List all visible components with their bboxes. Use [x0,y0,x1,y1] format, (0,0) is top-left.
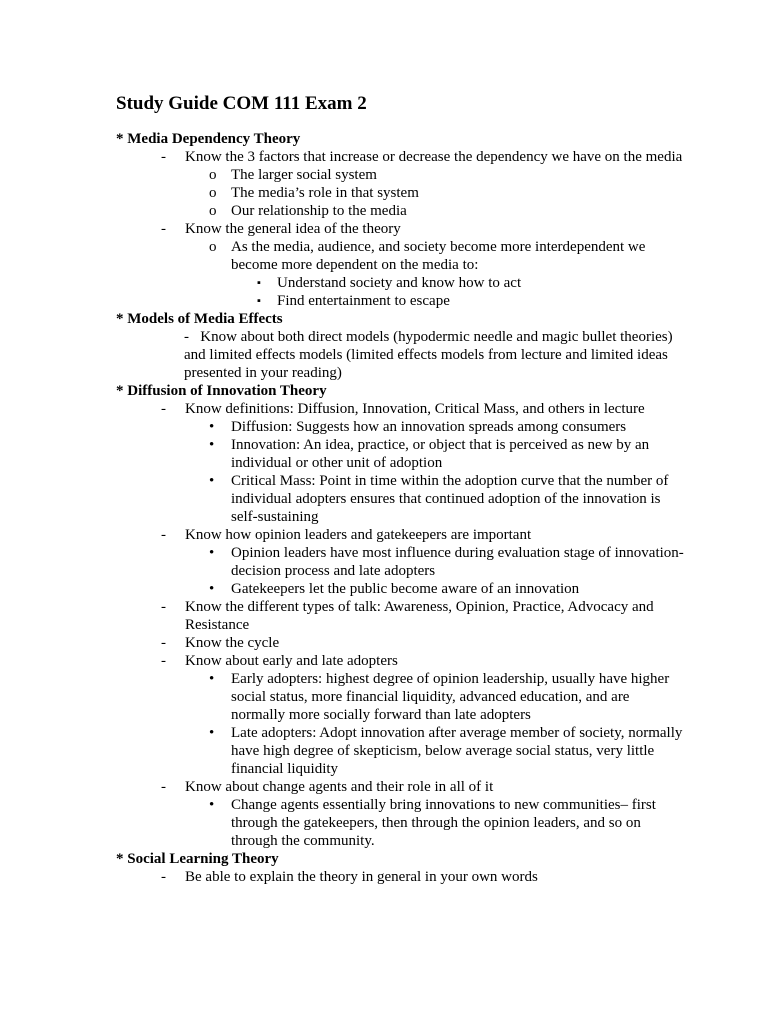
section-models-media-effects [0,310,784,382]
dash-marker: - [161,635,166,651]
list-item-text: Our relationship to the media [231,203,407,219]
dash-marker: - [161,401,166,417]
list-item [209,184,685,202]
list-item [209,436,685,472]
circle-marker: o [209,167,217,183]
list-item [209,580,685,598]
list-item-text: Know about early and late adopters [185,653,398,669]
section-heading: * Media Dependency Theory [116,131,301,147]
section-diffusion-innovation [0,382,784,850]
list-item-text: Know the different types of talk: Awareness, Opinion, Practice, Advocacy and Resistance [185,599,654,633]
list-item [209,166,685,184]
list-item [161,598,685,634]
section-heading: * Diffusion of Innovation Theory [116,383,327,399]
list-item [161,526,685,544]
list-item-text: The media’s role in that system [231,185,419,201]
list-item [161,778,685,796]
document-title: Study Guide COM 111 Exam 2 [116,93,367,114]
list-item [209,796,685,850]
list-item-text: Know how opinion leaders and gatekeepers are important [185,527,532,543]
section-social-learning [0,850,784,886]
list-item-text: Opinion leaders have most influence during evaluation stage of innovation-decision process and late adopters [231,545,684,579]
section-media-dependency [0,130,784,310]
dash-marker: - [161,527,166,543]
list-item-text: Know the cycle [185,635,280,651]
list-item [209,238,685,274]
bullet-marker: • [209,419,215,435]
dash-marker: - [161,599,166,615]
bullet-marker: • [209,545,215,561]
list-item [209,418,685,436]
dash-marker: - [161,149,166,165]
list-item-text: Know about change agents and their role in all of it [185,779,494,795]
bullet-marker: • [209,671,215,687]
list-item [161,652,685,670]
bullet-list [0,868,784,886]
circle-marker: o [209,203,217,219]
list-item-text: As the media, audience, and society become more interdependent we become more dependent on the media to: [231,239,646,273]
dash-marker: - [161,779,166,795]
bullet-list [0,148,784,310]
list-item [161,868,685,886]
dash-marker: - [161,869,166,885]
list-item-text: Late adopters: Adopt innovation after average member of society, normally have high degree of skepticism, below average social status, very little financial liquidity [231,725,683,777]
list-item [257,274,685,292]
list-item [209,544,685,580]
document-body [0,130,784,886]
list-item [161,220,685,238]
bullet-marker: • [209,725,215,741]
list-item-text: Change agents essentially bring innovations to new communities– first through the gatekeepers, then through the opinion leaders, and so on through the community. [231,797,656,849]
list-item-text: Know the 3 factors that increase or decrease the dependency we have on the media [185,149,683,165]
dash-marker: - [161,653,166,669]
square-marker: ▪ [257,295,261,307]
list-item [209,670,685,724]
circle-marker: o [209,239,217,255]
list-item [257,292,685,310]
section-heading: * Social Learning Theory [116,851,279,867]
list-item [161,634,685,652]
list-item [161,400,685,418]
list-item-text: Know definitions: Diffusion, Innovation, Critical Mass, and others in lecture [185,401,645,417]
list-item [161,148,685,166]
bullet-marker: • [209,437,215,453]
list-item [209,472,685,526]
list-item [209,202,685,220]
bullet-marker: • [209,797,215,813]
list-item-text: The larger social system [231,167,377,183]
list-item [209,724,685,778]
list-item-text: Find entertainment to escape [277,293,450,309]
list-item-text: Gatekeepers let the public become aware of an innovation [231,581,580,597]
list-item-text: Know the general idea of the theory [185,221,401,237]
list-item-text: Diffusion: Suggests how an innovation spreads among consumers [231,419,627,435]
list-item-text: Critical Mass: Point in time within the adoption curve that the number of individual adopters ensures that continued adoption of the innovation is self-sustaining [231,473,669,525]
list-item-text: Early adopters: highest degree of opinion leadership, usually have higher social status, more financial liquidity, advanced education, and are normally more socially forward than late adopters [231,671,670,723]
dash-marker: - [161,221,166,237]
bullet-marker: • [209,473,215,489]
circle-marker: o [209,185,217,201]
list-item-text: Innovation: An idea, practice, or object that is perceived as new by an individual or other unit of adoption [231,437,650,471]
section-heading: * Models of Media Effects [116,311,283,327]
bullet-marker: • [209,581,215,597]
list-item-text: Be able to explain the theory in general in your own words [185,869,538,885]
paragraph: - Know about both direct models (hypodermic needle and magic bullet theories) and limited effects models (limited effects models from lecture and limited ideas presented in your reading) [184,329,692,381]
bullet-list [0,400,784,850]
square-marker: ▪ [257,277,261,289]
list-item-text: Understand society and know how to act [277,275,522,291]
